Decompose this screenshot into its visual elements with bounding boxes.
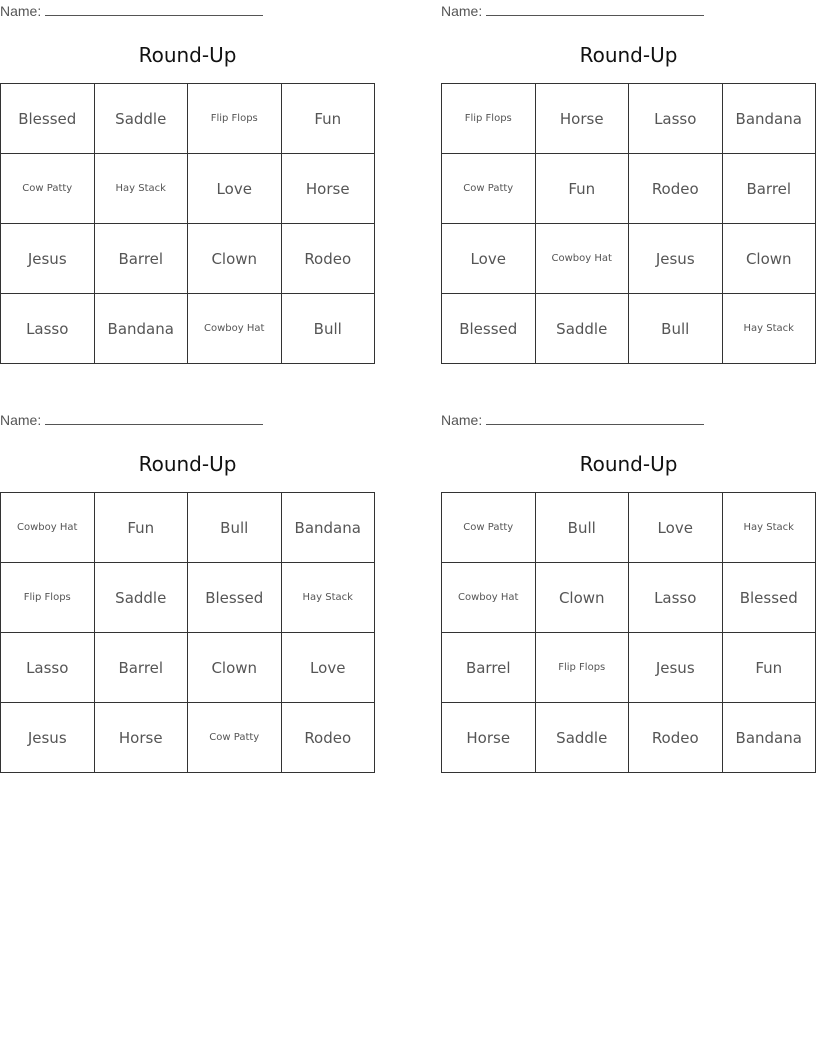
- name-label: Name:: [441, 3, 483, 19]
- grid-cell: Bandana: [281, 493, 375, 563]
- name-field[interactable]: [0, 412, 263, 428]
- grid-cell: Love: [629, 493, 723, 563]
- name-underline: [45, 3, 263, 16]
- grid-cell: Blessed: [1, 84, 95, 154]
- grid-cell: Barrel: [94, 224, 188, 294]
- grid-cell: Bull: [629, 294, 723, 364]
- grid-cell: Blessed: [442, 294, 536, 364]
- grid-row: [1, 703, 375, 773]
- grid-cell: Saddle: [94, 84, 188, 154]
- grid-cell: Clown: [535, 563, 629, 633]
- grid-cell: Cow Patty: [442, 154, 536, 224]
- grid-row: [1, 493, 375, 563]
- name-field[interactable]: [441, 3, 704, 19]
- name-underline: [45, 412, 263, 425]
- grid-cell: Rodeo: [629, 703, 723, 773]
- name-label: Name:: [0, 412, 42, 428]
- grid-row: [1, 294, 375, 364]
- name-field[interactable]: [0, 3, 263, 19]
- card-title: Round-Up: [138, 452, 237, 476]
- grid-cell: Blessed: [188, 563, 282, 633]
- grid-cell: Fun: [722, 633, 816, 703]
- bingo-grid: [0, 492, 375, 773]
- grid-row: [442, 224, 816, 294]
- grid-cell: Barrel: [94, 633, 188, 703]
- grid-cell: Saddle: [94, 563, 188, 633]
- grid-cell: Lasso: [1, 633, 95, 703]
- grid-cell: Saddle: [535, 703, 629, 773]
- grid-cell: Hay Stack: [722, 294, 816, 364]
- name-label: Name:: [0, 3, 42, 19]
- grid-cell: Cow Patty: [188, 703, 282, 773]
- grid-cell: Cowboy Hat: [535, 224, 629, 294]
- grid-cell: Jesus: [629, 633, 723, 703]
- grid-cell: Cowboy Hat: [1, 493, 95, 563]
- grid-row: [442, 84, 816, 154]
- grid-cell: Jesus: [1, 703, 95, 773]
- grid-row: [442, 493, 816, 563]
- grid-row: [442, 563, 816, 633]
- grid-cell: Bull: [188, 493, 282, 563]
- card-title: Round-Up: [579, 452, 678, 476]
- grid-cell: Horse: [442, 703, 536, 773]
- grid-cell: Clown: [188, 633, 282, 703]
- grid-cell: Horse: [281, 154, 375, 224]
- grid-cell: Flip Flops: [188, 84, 282, 154]
- grid-cell: Jesus: [1, 224, 95, 294]
- grid-cell: Cow Patty: [1, 154, 95, 224]
- grid-cell: Bandana: [722, 703, 816, 773]
- grid-cell: Cowboy Hat: [188, 294, 282, 364]
- grid-cell: Bandana: [94, 294, 188, 364]
- grid-row: [1, 633, 375, 703]
- grid-cell: Bull: [281, 294, 375, 364]
- grid-cell: Fun: [281, 84, 375, 154]
- grid-cell: Jesus: [629, 224, 723, 294]
- grid-cell: Bandana: [722, 84, 816, 154]
- grid-cell: Clown: [188, 224, 282, 294]
- grid-cell: Blessed: [722, 563, 816, 633]
- grid-cell: Flip Flops: [1, 563, 95, 633]
- grid-cell: Horse: [535, 84, 629, 154]
- grid-cell: Hay Stack: [94, 154, 188, 224]
- grid-row: [1, 84, 375, 154]
- grid-cell: Rodeo: [629, 154, 723, 224]
- grid-row: [442, 294, 816, 364]
- grid-cell: Barrel: [722, 154, 816, 224]
- grid-row: [1, 154, 375, 224]
- grid-cell: Love: [442, 224, 536, 294]
- grid-cell: Fun: [535, 154, 629, 224]
- grid-row: [442, 703, 816, 773]
- grid-cell: Flip Flops: [442, 84, 536, 154]
- grid-row: [442, 633, 816, 703]
- grid-cell: Bull: [535, 493, 629, 563]
- grid-row: [1, 224, 375, 294]
- grid-cell: Clown: [722, 224, 816, 294]
- grid-cell: Hay Stack: [722, 493, 816, 563]
- grid-cell: Horse: [94, 703, 188, 773]
- grid-cell: Lasso: [629, 563, 723, 633]
- card-title: Round-Up: [579, 43, 678, 67]
- name-field[interactable]: [441, 412, 704, 428]
- grid-cell: Lasso: [1, 294, 95, 364]
- grid-cell: Love: [281, 633, 375, 703]
- grid-cell: Hay Stack: [281, 563, 375, 633]
- grid-cell: Fun: [94, 493, 188, 563]
- name-underline: [486, 3, 704, 16]
- grid-row: [1, 563, 375, 633]
- grid-cell: Rodeo: [281, 224, 375, 294]
- grid-cell: Cowboy Hat: [442, 563, 536, 633]
- grid-row: [442, 154, 816, 224]
- name-label: Name:: [441, 412, 483, 428]
- grid-cell: Love: [188, 154, 282, 224]
- name-underline: [486, 412, 704, 425]
- grid-cell: Saddle: [535, 294, 629, 364]
- card-title: Round-Up: [138, 43, 237, 67]
- grid-cell: Barrel: [442, 633, 536, 703]
- grid-cell: Cow Patty: [442, 493, 536, 563]
- bingo-grid: [441, 83, 816, 364]
- bingo-grid: [441, 492, 816, 773]
- grid-cell: Lasso: [629, 84, 723, 154]
- grid-cell: Flip Flops: [535, 633, 629, 703]
- grid-cell: Rodeo: [281, 703, 375, 773]
- bingo-grid: [0, 83, 375, 364]
